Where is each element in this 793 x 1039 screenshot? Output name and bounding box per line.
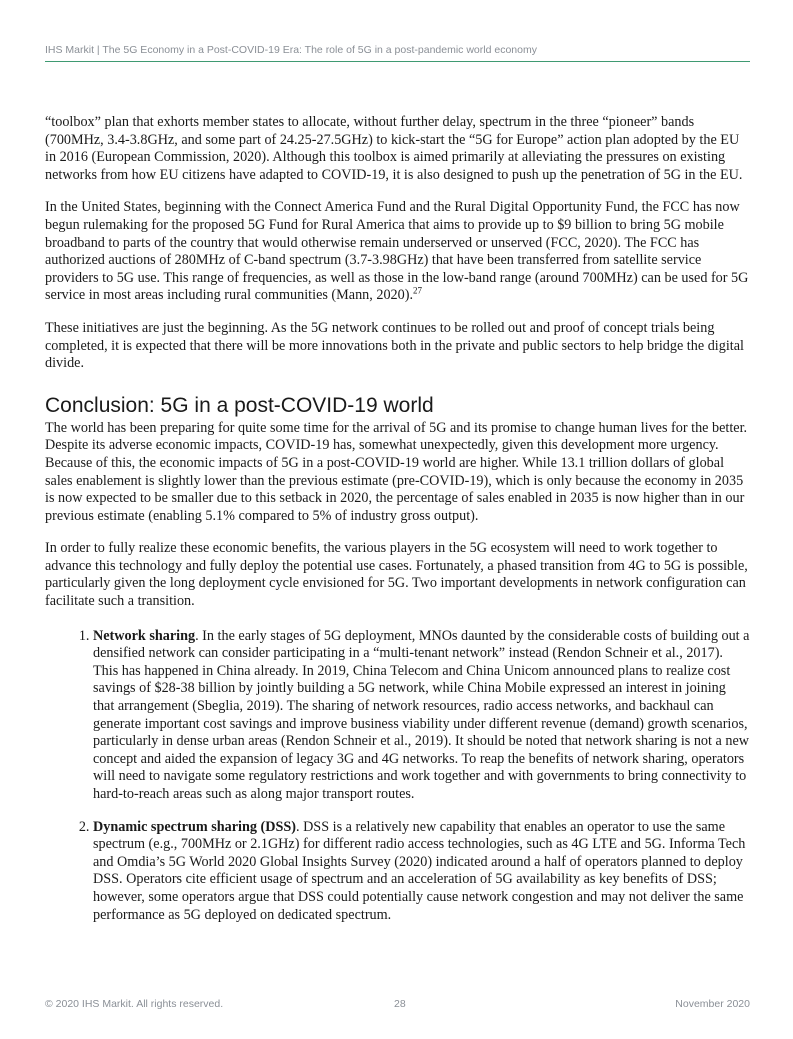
page-number: 28 <box>394 998 406 1010</box>
paragraph: The world has been preparing for quite some time for the arrival of 5G and its promise to change human lives for the better. Despite its adverse economic impacts, COVID-19 has, somewhat unexpectedly, given this development more urgency. Because of this, the economic impacts of 5G in a post-COVID-19 world are higher. While 13.1 trillion dollars of global sales enablement is slightly lower than the previous estimate (pre-COVID-19), which is only because the economy in 2035 is now expected to be smaller due to this setback in 2020, the percentage of sales enabled in 2035 is now higher than in our previous estimate (enabling 5.1% compared to 5% of industry gross output). <box>45 419 748 524</box>
list-item-title: Dynamic spectrum sharing (DSS) <box>93 818 296 835</box>
page-body <box>45 114 750 939</box>
paragraph: These initiatives are just the beginning. As the 5G network continues to be rolled out and proof of concept trials being completed, it is expected that there will be more innovations both in the private and public sectors to help bridge the digital divide. <box>45 319 744 372</box>
running-header: IHS Markit | The 5G Economy in a Post-COVID-19 Era: The role of 5G in a post-pandemic world economy <box>45 44 537 56</box>
footnote-ref[interactable]: 27 <box>413 285 422 296</box>
list-item-text: . In the early stages of 5G deployment, MNOs daunted by the considerable costs of building out a densified network can consider participating in a “multi-tenant network” instead (Rendon Schneir et al., 2017). This has happened in China already. In 2019, China Telecom and China Unicom announced plans to realize cost savings of $28-38 billion by jointly building a 5G network, while China Mobile expressed an interest in joining that arrangement (Sbeglia, 2019). The sharing of network resources, radio access networks, and backhaul can generate important cost savings and improve business viability under different revenue (demand) growth scenarios, particularly in dense urban areas (Rendon Schneir et al., 2019). It should be noted that network sharing is not a new concept and aided the expansion of legacy 3G and 4G networks. To reap the benefits of network sharing, operators will need to navigate some regulatory restrictions and work together and with governments to bring connectivity to hard-to-reach areas such as along major transport routes. <box>93 627 750 802</box>
list-item-title: Network sharing <box>93 627 196 644</box>
list-item-text: . DSS is a relatively new capability that enables an operator to use the same spectrum (e.g., 700MHz or 2.1GHz) for different radio access technologies, such as 4G LTE and 5G. Informa Tech and Omdia’s 5G World 2020 Global Insights Survey (2020) indicated around a half of operators planned to deploy DSS. Operators cite efficient usage of spectrum and an acceleration of 5G availability as key benefits of DSS; however, some operators argue that DSS could potentially cause network congestion and may not deliver the same performance as 5G deployed on dedicated spectrum. <box>93 818 746 923</box>
paragraph-text: In the United States, beginning with the Connect America Fund and the Rural Digital Opportunity Fund, the FCC has now begun rulemaking for the proposed 5G Fund for Rural America that aims to provide up to $9 billion to bring 5G mobile broadband to parts of the country that would otherwise remain underserved or unserved (FCC, 2020). The FCC has authorized auctions of 280MHz of C-band spectrum (3.7-3.98GHz) that have been transferred from satellite service providers to 5G use. This range of frequencies, as well as those in the low-band range (around 700MHz) can be used for 5G service in most areas including rural communities (Mann, 2020). <box>45 199 749 304</box>
list-item <box>93 628 750 804</box>
list-item <box>93 819 750 925</box>
paragraph: “toolbox” plan that exhorts member states to allocate, without further delay, spectrum in the three “pioneer” bands (700MHz, 3.4-3.8GHz, and some part of 24.25-27.5GHz) to kick-start the “5G for Europe” action plan adopted by the EU in 2016 (European Commission, 2020). Although this toolbox is aimed primarily at alleviating the pressures on existing networks from how EU citizens have adapted to COVID-19, it is also designed to push up the penetration of 5G in the EU. <box>45 114 743 183</box>
paragraph <box>45 199 750 305</box>
paragraph: In order to fully realize these economic benefits, the various players in the 5G ecosystem will need to work together to advance this technology and fully deploy the potential use cases. Fortunately, a phased transition from 4G to 5G is possible, particularly given the long deployment cycle envisioned for 5G. Two important developments in network configuration can facilitate such a transition. <box>45 540 748 610</box>
header-rule <box>45 61 750 62</box>
section-heading: Conclusion: 5G in a post-COVID-19 world <box>45 393 434 417</box>
footer-copyright: © 2020 IHS Markit. All rights reserved. <box>45 998 224 1010</box>
footer-date: November 2020 <box>675 998 750 1010</box>
numbered-list <box>45 628 750 925</box>
